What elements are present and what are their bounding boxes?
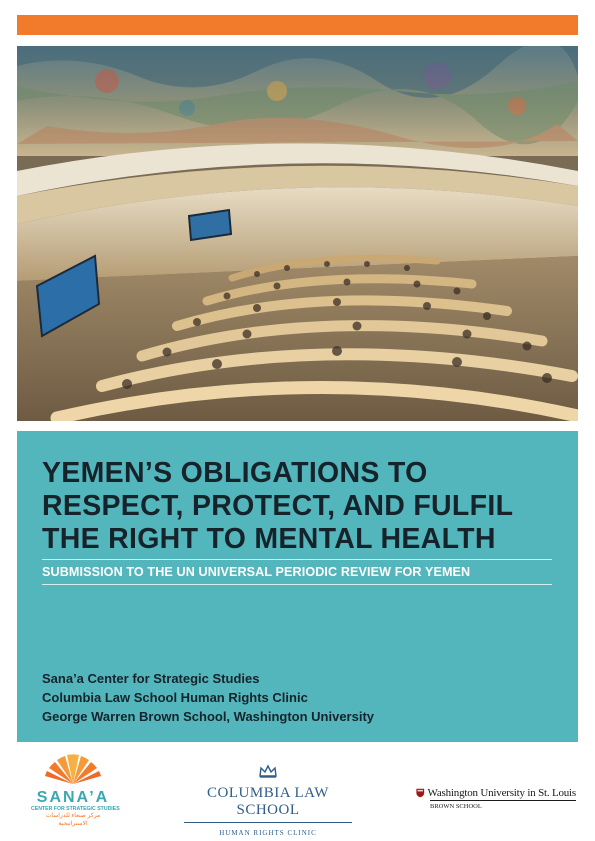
author-item: Sana’a Center for Strategic Studies	[42, 671, 260, 686]
author-item: Columbia Law School Human Rights Clinic	[42, 690, 308, 705]
top-accent-bar	[17, 15, 578, 35]
author-item: George Warren Brown School, Washington University	[42, 709, 375, 724]
title-line: THE RIGHT TO MENTAL HEALTH	[42, 523, 496, 555]
sunburst-icon	[41, 754, 105, 784]
columbia-law-logo	[180, 764, 356, 837]
assembly-hall-photo	[17, 46, 578, 421]
crown-icon	[258, 764, 278, 778]
subtitle-rule-top	[42, 559, 552, 560]
assembly-hall-illustration	[17, 46, 578, 421]
washu-wordmark: Washington University in St. Louis	[427, 787, 576, 799]
washu-logo	[416, 787, 576, 810]
washu-school-name: BROWN SCHOOL	[430, 803, 482, 810]
document-title	[42, 457, 562, 556]
title-line: RESPECT, PROTECT, AND FULFIL	[42, 490, 514, 522]
sanaa-arabic-name: مركز صنعاء للدراسات الاستراتيجية	[45, 813, 101, 827]
columbia-wordmark: COLUMBIA LAW SCHOOL	[207, 785, 329, 818]
washu-divider	[430, 800, 576, 801]
sanaa-subtitle: CENTER FOR STRATEGIC STUDIES	[31, 806, 120, 812]
subtitle-rule-bottom	[42, 584, 552, 585]
sanaa-wordmark: SANA’A	[36, 789, 110, 806]
columbia-divider	[184, 822, 352, 823]
shield-icon	[416, 787, 425, 799]
partner-logos	[17, 750, 578, 837]
title-panel	[17, 431, 578, 742]
document-subtitle: SUBMISSION TO THE UN UNIVERSAL PERIODIC REVIEW FOR YEMEN	[42, 565, 471, 579]
title-line: YEMEN’S OBLIGATIONS TO	[42, 457, 428, 489]
author-list	[42, 669, 374, 726]
sanaa-center-logo	[31, 754, 120, 828]
columbia-clinic-name: HUMAN RIGHTS CLINIC	[219, 829, 317, 837]
